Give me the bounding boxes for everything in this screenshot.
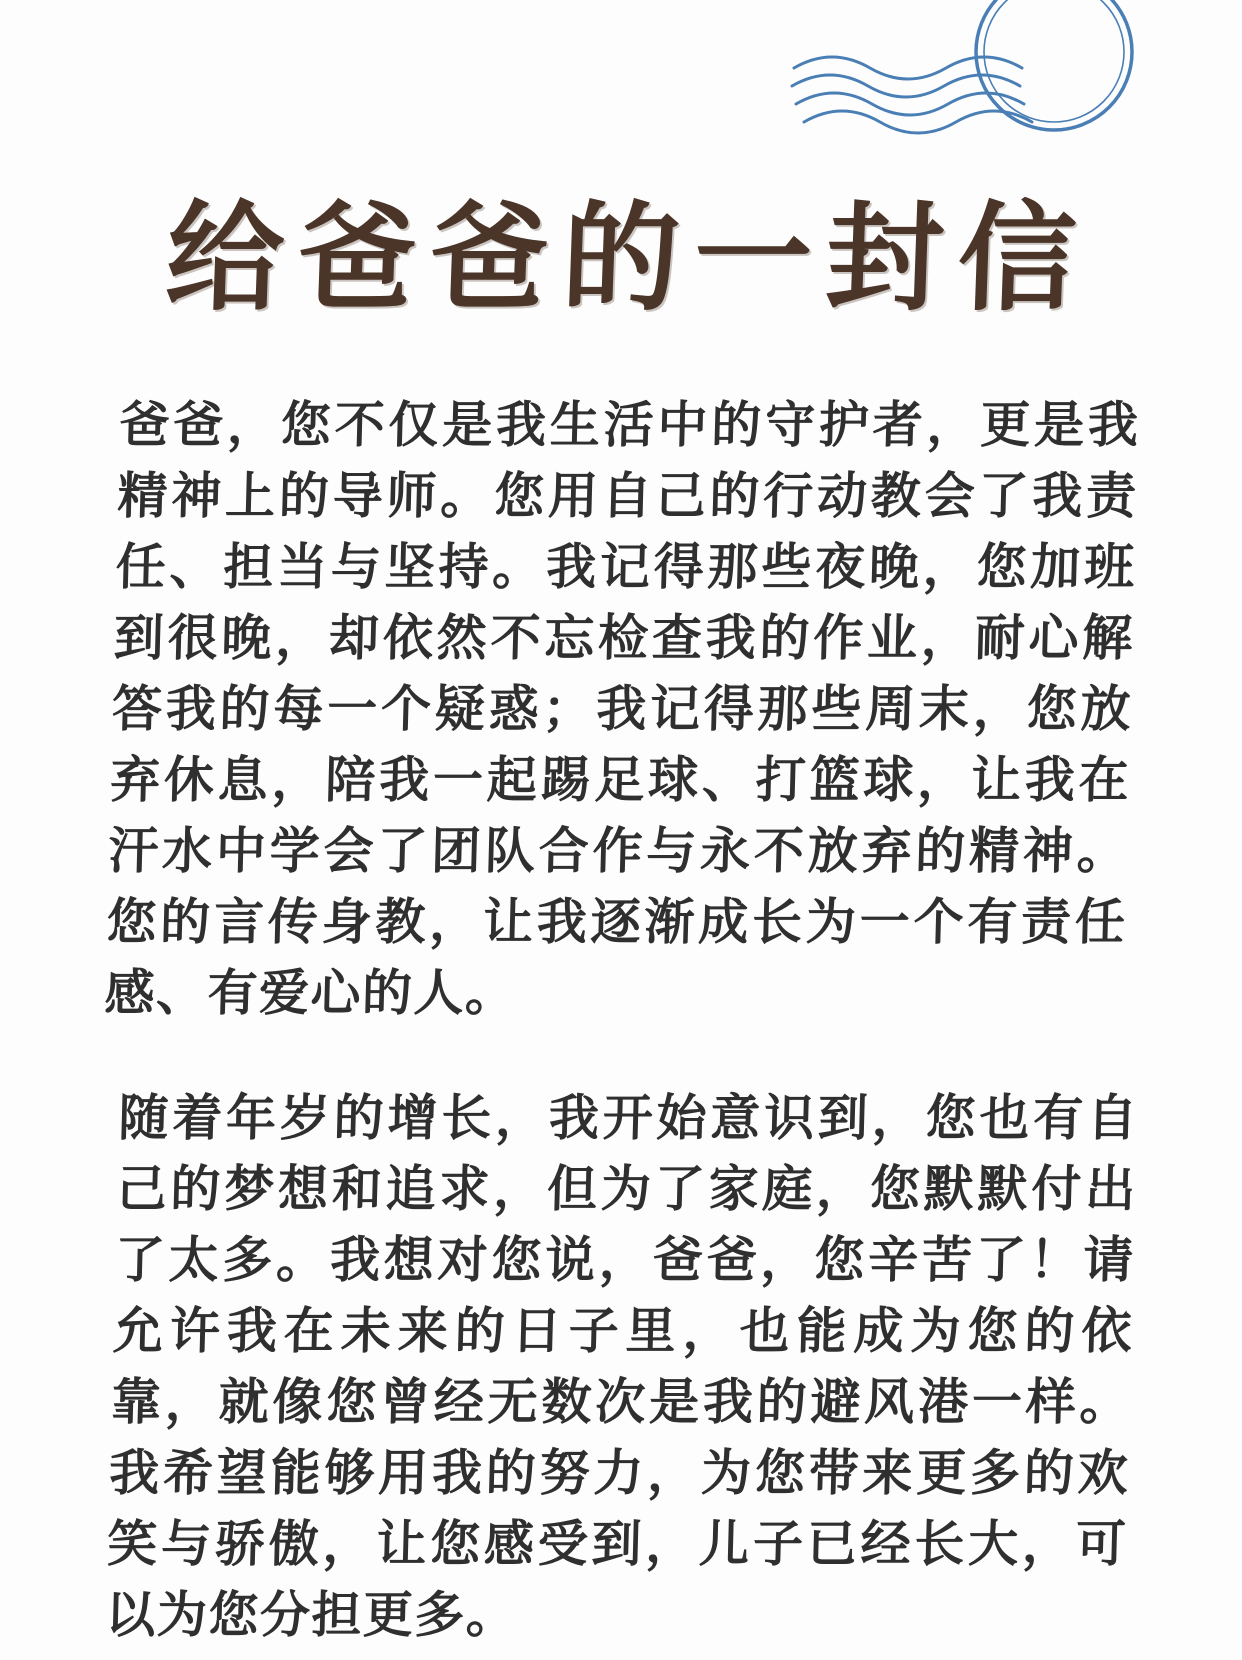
- page-title: 给爸爸的一封信: [163, 189, 1093, 328]
- page-title-container: [0, 118, 1242, 400]
- letter-paragraph-1: 爸爸，您不仅是我生活中的守护者，更是我精神上的导师。您用自己的行动教会了我责任、担当与坚持。我记得那些夜晚，您加班到很晚，却依然不忘检查我的作业，耐心解答我的每一个疑惑；我记得那些周末，您放弃休息，陪我一起踢足球、打篮球，让我在汗水中学会了团队合作与永不放弃的精神。您的言传身教，让我逐渐成长为一个有责任感、有爱心的人。: [103, 396, 1141, 1022]
- letter-body: [103, 390, 1141, 1651]
- letter-paragraph-2: 随着年岁的增长，我开始意识到，您也有自己的梦想和追求，但为了家庭，您默默付出了太多。我想对您说，爸爸，您辛苦了！请允许我在未来的日子里，也能成为您的依靠，就像您曾经无数次是我的避风港一样。我希望能够用我的努力，为您带来更多的欢笑与骄傲，让您感受到，儿子已经长大，可以为您分担更多。: [104, 1089, 1140, 1644]
